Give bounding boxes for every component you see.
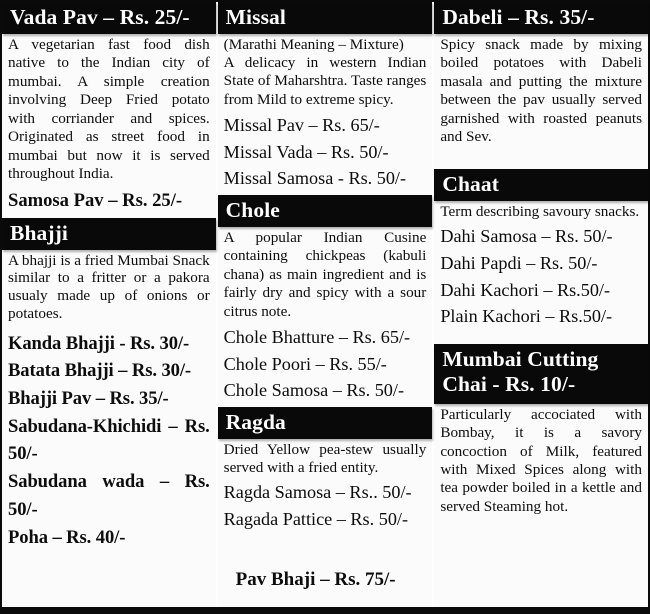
menu-item: Ragda Samosa – Rs.. 50/- xyxy=(223,482,412,503)
section-header-line-2: Chai - Rs. 10/- xyxy=(442,371,576,396)
section-description-chaat: Term describing savoury snacks. xyxy=(440,202,640,220)
spacer xyxy=(434,147,648,169)
menu-column-right xyxy=(434,2,648,607)
menu-item: Missal Samosa - Rs. 50/- xyxy=(223,168,407,189)
section-header-chaat: Chaat xyxy=(434,169,648,201)
section-header-ragda: Ragda xyxy=(218,407,433,439)
menu-item: Dahi Samosa – Rs. 50/- xyxy=(440,226,613,247)
menu-item: Chole Samosa – Rs. 50/- xyxy=(223,380,405,401)
menu-item-list-missal xyxy=(218,112,433,192)
menu-item-list-ragda xyxy=(218,479,433,532)
section-chaat xyxy=(434,169,648,221)
menu-item: Sabudana-Khichidi – Rs. 50/- xyxy=(8,415,210,465)
spacer xyxy=(218,532,433,566)
menu-item: Dahi Kachori – Rs.50/- xyxy=(440,279,611,300)
section-header-missal: Missal xyxy=(218,2,433,34)
section-header-mumbai-cutting-chai xyxy=(434,344,648,404)
menu-item: Ragada Pattice – Rs. 50/- xyxy=(223,508,409,529)
menu-item: Plain Kachori – Rs.50/- xyxy=(440,306,613,327)
section-header-vada-pav: Vada Pav – Rs. 25/- xyxy=(2,2,216,34)
menu-item: Batata Bhajji – Rs. 30/- xyxy=(8,360,192,382)
section-vada-pav xyxy=(2,2,216,184)
section-mumbai-cutting-chai xyxy=(434,344,648,517)
menu-item: Kanda Bhajji - Rs. 30/- xyxy=(8,332,190,354)
menu-item-list-chaat xyxy=(434,223,648,329)
section-header-chole: Chole xyxy=(218,195,433,227)
menu-item: Missal Vada – Rs. 50/- xyxy=(223,141,389,162)
menu-item: Missal Pav – Rs. 65/- xyxy=(223,115,380,136)
menu-item: Poha – Rs. 40/- xyxy=(8,526,126,548)
menu-item: Chole Poori – Rs. 55/- xyxy=(223,353,387,374)
menu-item: Dahi Papdi – Rs. 50/- xyxy=(440,253,598,274)
section-bhajji xyxy=(2,218,216,323)
section-chole xyxy=(218,195,433,321)
section-description-chole: A popular Indian Cusine containing chickpeas (kabuli chana) as main ingredient and is fairly dry and spicy with a sour citrus note. xyxy=(223,228,427,320)
menu-item-samosa-pav: Samosa Pav – Rs. 25/- xyxy=(8,189,183,211)
menu-item-pav-bhaji: Pav Bhaji – Rs. 75/- xyxy=(235,569,396,591)
section-description-vada-pav: A vegetarian fast food dish native to the Indian city of mumbai. A simple creation involving Deep Fried potato with corriander and spices. Originated as street food in mumbai but now it is served throughout India. xyxy=(8,35,210,183)
section-description-bhajji: A bhajji is a fried Mumbai Snack similar to a fritter or a pakora usualy made up of onions or potatoes. xyxy=(8,251,210,322)
section-header-dabeli: Dabeli – Rs. 35/- xyxy=(434,2,648,34)
section-description-ragda: Dried Yellow pea-stew usually served with a fried entity. xyxy=(223,440,427,476)
menu-item: Sabudana wada – Rs. 50/- xyxy=(8,471,210,520)
section-dabeli xyxy=(434,2,648,147)
section-subtitle-missal: (Marathi Meaning – Mixture) xyxy=(223,35,404,53)
menu-item: Bhajji Pav – Rs. 35/- xyxy=(8,388,169,410)
menu-column-left xyxy=(2,2,216,607)
section-description-mumbai-cutting-chai: Particularly accociated with Bombay, it is a savory concoction of Milk, featured with Mixed Spices along with tea powder boiled in a kettle and served Steaming hot. xyxy=(440,405,642,515)
section-description-dabeli: Spicy snack made by mixing boiled potatoes with Dabeli masala and putting the mixture between the pav usually served garnished with roasted peanuts and Sev. xyxy=(440,35,642,146)
menu-item: Chole Bhatture – Rs. 65/- xyxy=(223,327,411,348)
spacer xyxy=(2,323,216,330)
menu-item-list-chole xyxy=(218,324,433,404)
menu-column-middle xyxy=(218,2,433,607)
menu-item-list-bhajji xyxy=(2,330,216,552)
section-header-line-1: Mumbai Cutting xyxy=(442,346,599,371)
section-header-bhajji: Bhajji xyxy=(2,218,216,250)
section-missal xyxy=(218,2,433,109)
section-description-missal: A delicacy in western Indian State of Maharshtra. Taste ranges from Mild to extreme spicy. xyxy=(223,53,427,108)
section-ragda xyxy=(218,407,433,477)
spacer xyxy=(434,330,648,344)
